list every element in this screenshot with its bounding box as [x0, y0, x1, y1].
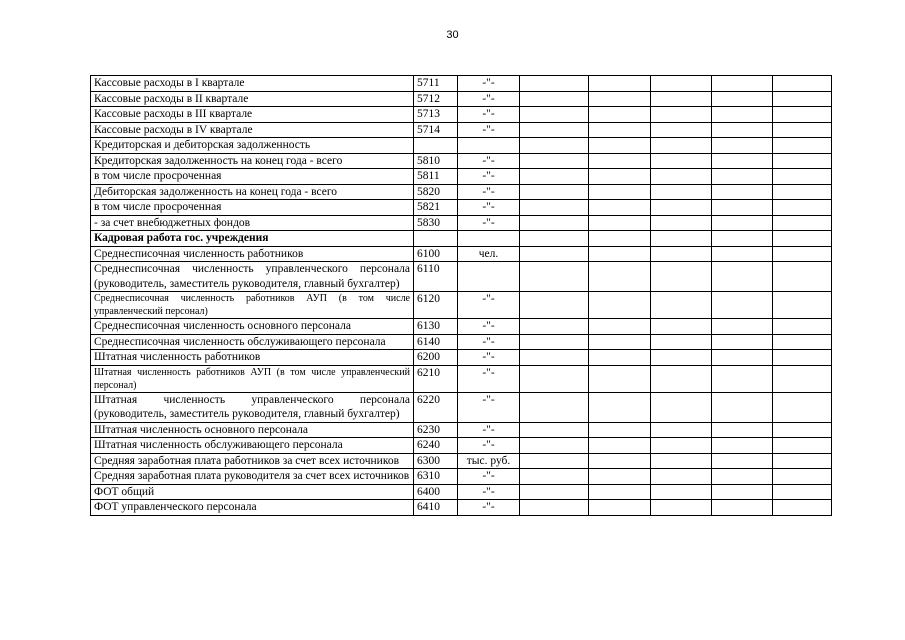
table-row — [91, 246, 832, 262]
row-unit: -"- — [458, 469, 520, 485]
table-row — [91, 184, 832, 200]
row-name: Кассовые расходы в I квартале — [91, 76, 414, 92]
row-unit: -"- — [458, 365, 520, 392]
table-row — [91, 215, 832, 231]
row-code: 5712 — [414, 91, 458, 107]
row-name: Кредиторская и дебиторская задолженность — [91, 138, 414, 154]
row-code — [414, 231, 458, 247]
row-name: Штатная численность управленческого персонала (руководитель, заместитель руководителя, главный бухгалтер) — [91, 392, 414, 422]
row-code: 5711 — [414, 76, 458, 92]
row-code: 6120 — [414, 292, 458, 319]
table-row — [91, 365, 832, 392]
row-unit: -"- — [458, 122, 520, 138]
row-name: ФОТ управленческого персонала — [91, 500, 414, 516]
row-unit: тыс. руб. — [458, 453, 520, 469]
row-unit: -"- — [458, 500, 520, 516]
row-unit — [458, 262, 520, 292]
section-row — [91, 231, 832, 247]
row-unit: -"- — [458, 200, 520, 216]
row-name: Штатная численность работников АУП (в том числе управленческий персонал) — [91, 365, 414, 392]
row-unit: -"- — [458, 215, 520, 231]
row-code: 6400 — [414, 484, 458, 500]
row-code: 5821 — [414, 200, 458, 216]
row-unit — [458, 138, 520, 154]
row-code: 5820 — [414, 184, 458, 200]
table-row — [91, 122, 832, 138]
table-row — [91, 350, 832, 366]
report-table — [90, 75, 832, 516]
row-name: Средняя заработная плата работников за счет всех источников — [91, 453, 414, 469]
row-code — [414, 138, 458, 154]
row-unit: -"- — [458, 319, 520, 335]
row-code: 5830 — [414, 215, 458, 231]
table-row — [91, 484, 832, 500]
table-row — [91, 107, 832, 123]
table-row — [91, 334, 832, 350]
table-row — [91, 438, 832, 454]
row-code: 6110 — [414, 262, 458, 292]
table-row — [91, 392, 832, 422]
row-unit: -"- — [458, 76, 520, 92]
row-name: Дебиторская задолженность на конец года - всего — [91, 184, 414, 200]
table-row — [91, 153, 832, 169]
row-unit: -"- — [458, 91, 520, 107]
row-code: 6410 — [414, 500, 458, 516]
row-code: 6310 — [414, 469, 458, 485]
row-code: 6240 — [414, 438, 458, 454]
row-unit — [458, 231, 520, 247]
row-name: Штатная численность обслуживающего персонала — [91, 438, 414, 454]
row-name: Кассовые расходы в IV квартале — [91, 122, 414, 138]
row-name: Штатная численность основного персонала — [91, 422, 414, 438]
row-unit: -"- — [458, 484, 520, 500]
row-unit: чел. — [458, 246, 520, 262]
row-unit: -"- — [458, 392, 520, 422]
table-row — [91, 76, 832, 92]
row-code: 6230 — [414, 422, 458, 438]
row-code: 5714 — [414, 122, 458, 138]
table-row — [91, 91, 832, 107]
row-unit: -"- — [458, 422, 520, 438]
row-name: Кассовые расходы в III квартале — [91, 107, 414, 123]
table-row — [91, 500, 832, 516]
row-unit: -"- — [458, 292, 520, 319]
table-row — [91, 319, 832, 335]
row-name: ФОТ общий — [91, 484, 414, 500]
row-unit: -"- — [458, 438, 520, 454]
row-name: Среднесписочная численность обслуживающего персонала — [91, 334, 414, 350]
row-unit: -"- — [458, 107, 520, 123]
row-code: 5810 — [414, 153, 458, 169]
row-code: 5811 — [414, 169, 458, 185]
table-row — [91, 138, 832, 154]
row-unit: -"- — [458, 169, 520, 185]
row-code: 6140 — [414, 334, 458, 350]
row-code: 6100 — [414, 246, 458, 262]
table-row — [91, 422, 832, 438]
row-name: Кредиторская задолженность на конец года - всего — [91, 153, 414, 169]
table-row — [91, 469, 832, 485]
row-name: Среднесписочная численность работников АУП (в том числе управленческий персонал) — [91, 292, 414, 319]
row-name: в том числе просроченная — [91, 200, 414, 216]
row-name: Среднесписочная численность работников — [91, 246, 414, 262]
row-unit: -"- — [458, 334, 520, 350]
row-name: Среднесписочная численность основного персонала — [91, 319, 414, 335]
table-row — [91, 262, 832, 292]
row-unit: -"- — [458, 153, 520, 169]
row-code: 6210 — [414, 365, 458, 392]
row-name: - за счет внебюджетных фондов — [91, 215, 414, 231]
table-row — [91, 292, 832, 319]
row-code: 5713 — [414, 107, 458, 123]
page-number: 30 — [446, 29, 459, 41]
row-code: 6200 — [414, 350, 458, 366]
row-code: 6300 — [414, 453, 458, 469]
row-name: Кассовые расходы в II квартале — [91, 91, 414, 107]
row-name: в том числе просроченная — [91, 169, 414, 185]
row-unit: -"- — [458, 350, 520, 366]
row-code: 6130 — [414, 319, 458, 335]
section-title: Кадровая работа гос. учреждения — [91, 231, 414, 247]
row-code: 6220 — [414, 392, 458, 422]
row-name: Штатная численность работников — [91, 350, 414, 366]
table-row — [91, 453, 832, 469]
table-row — [91, 200, 832, 216]
row-unit: -"- — [458, 184, 520, 200]
table-row — [91, 169, 832, 185]
row-name: Среднесписочная численность управленческого персонала (руководитель, заместитель руководителя, главный бухгалтер) — [91, 262, 414, 292]
row-name: Средняя заработная плата руководителя за счет всех источников — [91, 469, 414, 485]
